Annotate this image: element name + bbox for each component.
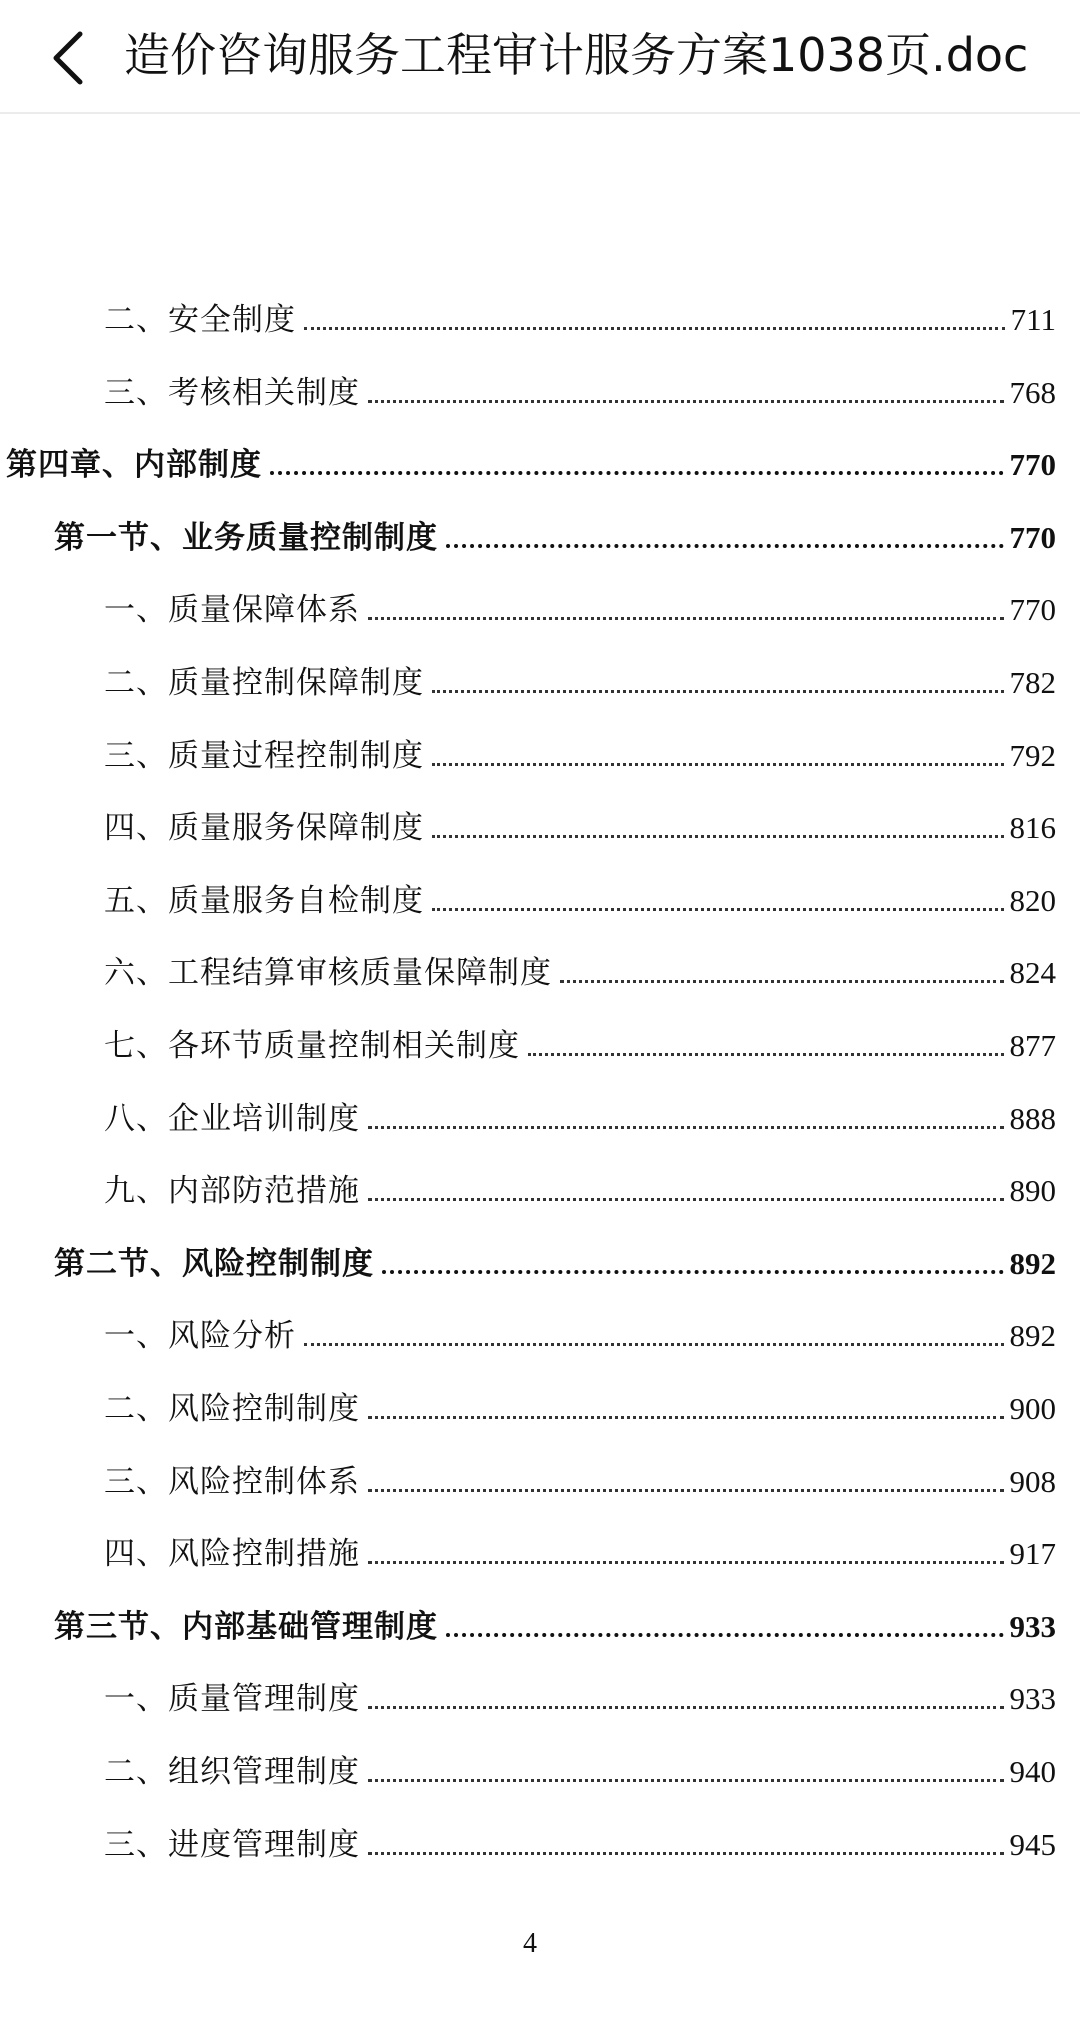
toc-leader-dots [368,617,1004,620]
toc-entry-title: 二、组织管理制度 [104,1754,360,1789]
toc-entry-title: 五、质量服务自检制度 [104,883,424,918]
toc-entry-page: 933 [1009,1681,1056,1716]
toc-leader-dots [382,1270,1004,1274]
toc-entry[interactable] [104,798,1056,848]
toc-entry[interactable] [104,1815,1056,1865]
toc-entry-page: 820 [1009,883,1056,918]
toc-entry-page: 816 [1009,810,1056,845]
toc-entry-page: 917 [1009,1536,1056,1571]
toc-entry-title: 二、安全制度 [104,302,296,337]
toc-leader-dots [368,1852,1004,1855]
toc-leader-dots [368,1779,1004,1782]
toc-leader-dots [368,1489,1004,1492]
toc-entry-page: 890 [1009,1173,1056,1208]
toc-entry-title: 六、工程结算审核质量保障制度 [104,955,552,990]
toc-entry-page: 888 [1009,1101,1056,1136]
toc-leader-dots [560,980,1004,983]
toc-entry-page: 892 [1009,1318,1056,1353]
toc-entry-page: 940 [1009,1754,1056,1789]
toc-entry[interactable] [104,1089,1056,1139]
toc-leader-dots [368,1198,1004,1201]
toc-entry-title: 三、风险控制体系 [104,1464,360,1499]
toc-entry-title: 二、风险控制制度 [104,1391,360,1426]
toc-entry-page: 770 [1009,592,1056,627]
toc-leader-dots [368,1416,1004,1419]
toc-entry[interactable] [54,508,1056,558]
toc-entry-page: 892 [1009,1246,1056,1281]
toc-entry-page: 933 [1009,1609,1056,1644]
toc-leader-dots [368,1561,1004,1564]
toc-leader-dots [446,1633,1004,1637]
toc-entry-title: 第一节、业务质量控制制度 [54,520,438,555]
toc-entry[interactable] [104,580,1056,630]
toc-entry[interactable] [104,726,1056,776]
toc-leader-dots [432,690,1004,693]
toc-entry-page: 824 [1009,955,1056,990]
chevron-left-icon [48,30,88,86]
toc-leader-dots [432,763,1004,766]
toc-entry-page: 877 [1009,1028,1056,1063]
toc-leader-dots [368,1706,1004,1709]
toc-leader-dots [432,908,1004,911]
toc-entry-page: 770 [1009,447,1056,482]
toc-entry-title: 二、质量控制保障制度 [104,665,424,700]
toc-entry[interactable] [104,1306,1056,1356]
toc-entry-page: 900 [1009,1391,1056,1426]
toc-entry[interactable] [104,1379,1056,1429]
toc-entry-title: 第二节、风险控制制度 [54,1246,374,1281]
toc-entry-title: 三、进度管理制度 [104,1827,360,1862]
toc-entry[interactable] [104,871,1056,921]
toc-entry-title: 八、企业培训制度 [104,1101,360,1136]
toc-leader-dots [368,400,1004,403]
toc-leader-dots [446,544,1004,548]
toc-entry[interactable] [104,1016,1056,1066]
toc-entry-title: 四、风险控制措施 [104,1536,360,1571]
toc-entry-page: 908 [1009,1464,1056,1499]
toc-leader-dots [432,835,1004,838]
toc-entry-title: 七、各环节质量控制相关制度 [104,1028,520,1063]
toc-entry[interactable] [6,435,1056,485]
toc-entry[interactable] [104,1161,1056,1211]
toc-entry-title: 三、考核相关制度 [104,375,360,410]
toc-entry-page: 945 [1009,1827,1056,1862]
toc-entry[interactable] [104,1452,1056,1502]
toc-entry[interactable] [104,1669,1056,1719]
page-number: 4 [523,1928,537,1959]
document-title: 造价咨询服务工程审计服务方案1038页.doc [124,28,1029,82]
top-app-bar [0,0,1080,114]
toc-entry-title: 九、内部防范措施 [104,1173,360,1208]
toc-entry-title: 第四章、内部制度 [6,447,262,482]
toc-entry-title: 一、质量管理制度 [104,1681,360,1716]
toc-entry-title: 一、风险分析 [104,1318,296,1353]
toc-leader-dots [270,471,1004,475]
toc-entry[interactable] [54,1234,1056,1284]
toc-entry[interactable] [104,653,1056,703]
toc-leader-dots [304,327,1005,330]
toc-leader-dots [304,1343,1004,1346]
toc-entry-title: 四、质量服务保障制度 [104,810,424,845]
toc-entry-page: 782 [1009,665,1056,700]
toc-entry-page: 770 [1009,520,1056,555]
toc-entry[interactable] [54,1597,1056,1647]
toc-entry-page: 792 [1009,738,1056,773]
toc-leader-dots [368,1126,1004,1129]
toc-entry-page: 768 [1009,375,1056,410]
toc-leader-dots [528,1053,1004,1056]
toc-entry-title: 一、质量保障体系 [104,592,360,627]
toc-entry-page: 711 [1010,302,1056,337]
toc-entry[interactable] [104,290,1056,340]
toc-entry[interactable] [104,943,1056,993]
toc-entry[interactable] [104,363,1056,413]
back-button[interactable] [28,18,108,98]
toc-entry-title: 第三节、内部基础管理制度 [54,1609,438,1644]
toc-entry[interactable] [104,1524,1056,1574]
toc-entry[interactable] [104,1742,1056,1792]
toc-entry-title: 三、质量过程控制制度 [104,738,424,773]
